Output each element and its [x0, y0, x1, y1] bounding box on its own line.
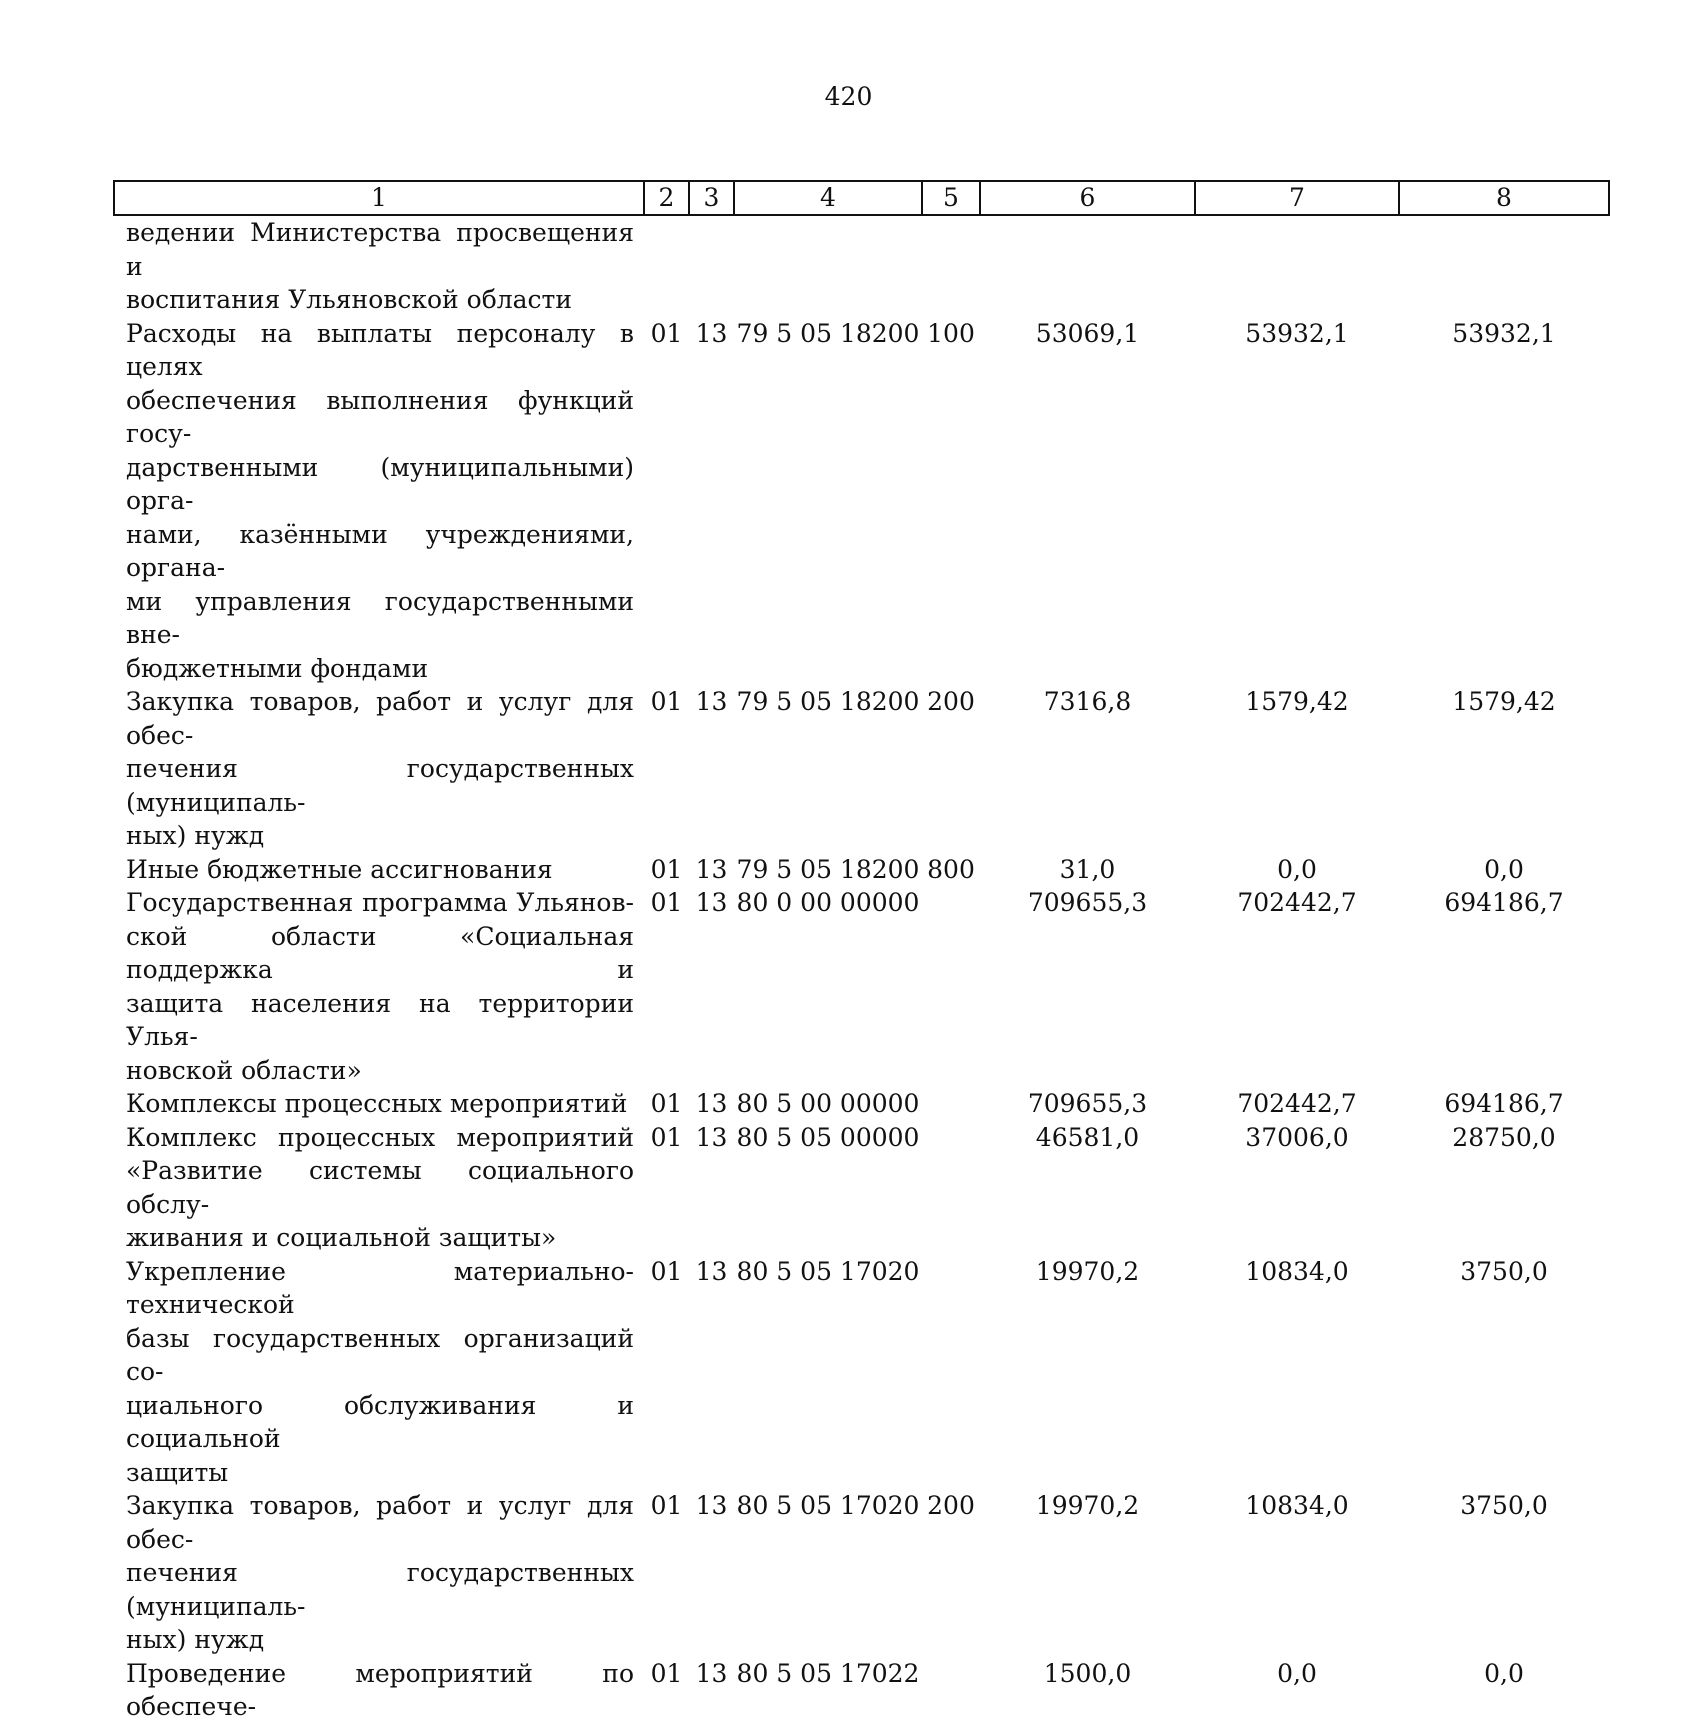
- description-line: Закупка товаров, работ и услуг для обес-: [126, 1491, 634, 1554]
- header-cell-6: 6: [980, 181, 1195, 215]
- table-row: [114, 1657, 1609, 1724]
- header-cell-8: 8: [1399, 181, 1609, 215]
- row-amount-col8: 3750,0: [1460, 1256, 1548, 1286]
- header-cell-3: 3: [689, 181, 734, 215]
- row-amount-col7: 53932,1: [1245, 318, 1349, 348]
- row-expense-type: [922, 1087, 980, 1121]
- row-target-article: 80 5 05 17020: [736, 1491, 920, 1520]
- description-line: живания и социальной защиты»: [126, 1223, 557, 1252]
- row-target-article: 79 5 05 18200: [736, 318, 920, 348]
- row-subsection-code: 13: [695, 318, 728, 348]
- row-description: [114, 1255, 644, 1490]
- row-section-code: [644, 215, 689, 317]
- row-amount-col6: 709655,3: [1027, 888, 1148, 917]
- row-expense-type: [922, 215, 980, 317]
- row-subsection-code: 13: [695, 1658, 728, 1688]
- row-amount-col6: [980, 215, 1195, 317]
- description-line: нами, казёнными учреждениями, органа-: [126, 519, 634, 582]
- description-line: ми управления государственными вне-: [126, 586, 634, 649]
- description-line: циального обслуживания и социальной: [126, 1390, 634, 1453]
- table-header: [114, 181, 1609, 215]
- row-amount-col7: 10834,0: [1245, 1491, 1349, 1520]
- description-line: «Развитие системы социального обслу-: [126, 1156, 634, 1219]
- table-row: [114, 1087, 1609, 1121]
- header-cell-4: 4: [734, 181, 922, 215]
- row-expense-type: [922, 1255, 980, 1490]
- row-section-code: 01: [650, 1089, 683, 1118]
- row-expense-type: 100: [927, 318, 975, 348]
- description-line: Государственная программа Ульянов-: [126, 888, 634, 917]
- table-row: [114, 1121, 1609, 1255]
- row-amount-col8: 1579,42: [1452, 687, 1556, 716]
- row-description: [114, 1121, 644, 1255]
- description-line: базы государственных организаций со-: [126, 1323, 634, 1386]
- row-section-code: 01: [650, 1122, 683, 1152]
- row-description: [114, 1657, 644, 1724]
- row-amount-col7: 37006,0: [1245, 1122, 1349, 1152]
- row-subsection-code: 13: [695, 1122, 728, 1152]
- row-target-article: 80 0 00 00000: [736, 888, 920, 917]
- row-amount-col6: 46581,0: [1035, 1122, 1140, 1152]
- row-amount-col7: 702442,7: [1237, 888, 1357, 917]
- description-line: печения государственных (муниципаль-: [126, 1558, 634, 1621]
- description-line: Расходы на выплаты персоналу в целях: [126, 318, 634, 381]
- page-number: 420: [824, 82, 873, 111]
- row-description: [114, 1087, 644, 1121]
- header-cell-7: 7: [1195, 181, 1399, 215]
- row-target-article: 80 5 05 17022: [736, 1658, 920, 1688]
- description-line: ных) нужд: [126, 1625, 265, 1654]
- row-section-code: 01: [650, 1658, 683, 1688]
- description-line: бюджетными фондами: [126, 653, 429, 683]
- row-amount-col6: 19970,2: [1035, 1491, 1140, 1520]
- row-target-article: 80 5 00 00000: [736, 1089, 920, 1118]
- description-line: Иные бюджетные ассигнования: [126, 854, 553, 884]
- row-description: [114, 1489, 644, 1657]
- row-amount-col6: 31,0: [1059, 854, 1116, 884]
- row-description: [114, 215, 644, 317]
- row-section-code: 01: [650, 888, 683, 917]
- description-line: дарственными (муниципальными) орга-: [126, 452, 634, 515]
- description-line: воспитания Ульяновской области: [126, 285, 573, 314]
- description-line: Проведение мероприятий по обеспече-: [126, 1658, 634, 1721]
- row-amount-col7: 1579,42: [1245, 687, 1349, 716]
- row-section-code: 01: [650, 687, 683, 716]
- description-line: защиты: [126, 1457, 229, 1487]
- row-expense-type: [922, 886, 980, 1087]
- row-expense-type: [922, 1657, 980, 1724]
- table-row: [114, 1489, 1609, 1657]
- row-subsection-code: 13: [695, 888, 728, 917]
- row-amount-col8: 694186,7: [1444, 1089, 1564, 1118]
- row-section-code: 01: [650, 1491, 683, 1520]
- row-description: [114, 886, 644, 1087]
- row-expense-type: 200: [927, 687, 975, 716]
- description-line: обеспечения выполнения функций госу-: [126, 385, 634, 448]
- header-cell-5: 5: [922, 181, 980, 215]
- row-subsection-code: 13: [695, 1256, 728, 1286]
- row-amount-col6: 1500,0: [1043, 1658, 1132, 1688]
- row-amount-col8: 0,0: [1484, 1658, 1524, 1688]
- row-amount-col6: 19970,2: [1035, 1256, 1140, 1286]
- row-description: [114, 853, 644, 887]
- table-row: [114, 886, 1609, 1087]
- description-line: Закупка товаров, работ и услуг для обес-: [126, 687, 634, 750]
- row-subsection-code: 13: [695, 854, 728, 884]
- table-row: [114, 215, 1609, 317]
- row-amount-col7: 0,0: [1277, 854, 1317, 884]
- header-row: [114, 181, 1609, 215]
- row-target-article: 80 5 05 00000: [736, 1122, 920, 1152]
- row-section-code: 01: [650, 854, 683, 884]
- row-expense-type: [922, 1121, 980, 1255]
- row-amount-col8: 694186,7: [1444, 888, 1564, 917]
- row-target-article: 79 5 05 18200: [736, 687, 920, 716]
- row-amount-col8: 28750,0: [1452, 1122, 1556, 1152]
- row-expense-type: 800: [927, 854, 975, 884]
- row-target-article: [734, 215, 922, 317]
- table-row: [114, 1255, 1609, 1490]
- row-description: [114, 685, 644, 853]
- description-line: новской области»: [126, 1055, 362, 1085]
- table-row: [114, 853, 1609, 887]
- table-row: [114, 317, 1609, 686]
- table-body: [114, 215, 1609, 1724]
- row-amount-col7: 702442,7: [1237, 1089, 1357, 1118]
- row-target-article: 80 5 05 17020: [736, 1256, 920, 1286]
- description-line: ных) нужд: [126, 821, 265, 850]
- row-subsection-code: [689, 215, 734, 317]
- row-target-article: 79 5 05 18200: [736, 854, 920, 884]
- header-cell-1: 1: [114, 181, 644, 215]
- description-line: Комплекс процессных мероприятий: [126, 1122, 634, 1152]
- budget-table: [113, 180, 1610, 1724]
- row-expense-type: 200: [927, 1491, 975, 1520]
- row-amount-col6: 7316,8: [1043, 687, 1132, 716]
- row-subsection-code: 13: [695, 1089, 728, 1118]
- row-amount-col6: 709655,3: [1027, 1089, 1148, 1118]
- row-description: [114, 317, 644, 686]
- description-line: защита населения на территории Улья-: [126, 988, 634, 1051]
- row-amount-col8: 0,0: [1484, 854, 1524, 884]
- row-amount-col7: 10834,0: [1245, 1256, 1349, 1286]
- row-amount-col8: 3750,0: [1460, 1491, 1548, 1520]
- row-amount-col8: 53932,1: [1452, 318, 1556, 348]
- row-section-code: 01: [650, 1256, 683, 1286]
- table-row: [114, 685, 1609, 853]
- description-line: Комплексы процессных мероприятий: [126, 1089, 628, 1118]
- row-amount-col7: [1195, 215, 1399, 317]
- description-line: Укрепление материально-технической: [126, 1256, 634, 1319]
- row-amount-col8: [1399, 215, 1609, 317]
- row-subsection-code: 13: [695, 1491, 728, 1520]
- description-line: ской области «Социальная поддержка и: [126, 921, 634, 984]
- row-subsection-code: 13: [695, 687, 728, 716]
- description-line: ведении Министерства просвещения и: [126, 218, 634, 281]
- row-amount-col6: 53069,1: [1035, 318, 1140, 348]
- header-cell-2: 2: [644, 181, 689, 215]
- row-amount-col7: 0,0: [1277, 1658, 1317, 1688]
- description-line: печения государственных (муниципаль-: [126, 754, 634, 817]
- row-section-code: 01: [650, 318, 683, 348]
